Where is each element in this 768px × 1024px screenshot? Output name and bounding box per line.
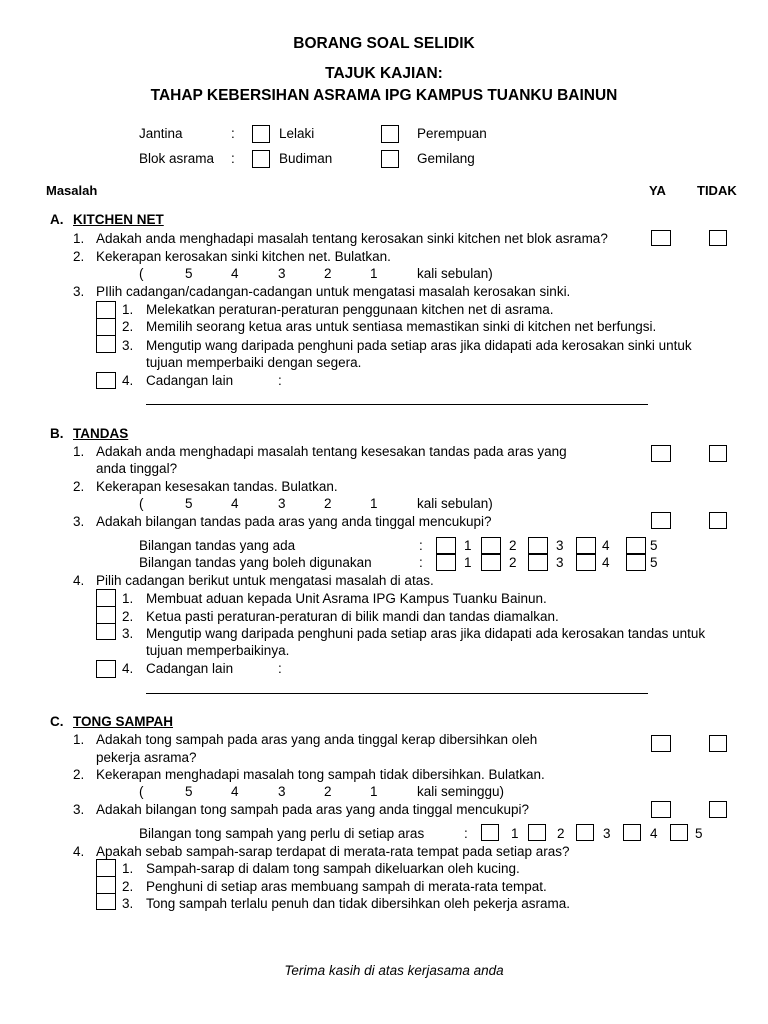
gender-label: Jantina xyxy=(139,126,183,141)
study-title: TAHAP KEBERSIHAN ASRAMA IPG KAMPUS TUANKU BAINUN xyxy=(150,87,618,104)
section-a-option1-number: 1. xyxy=(122,302,134,317)
section-a-scale-value[interactable]: 5 xyxy=(185,266,193,281)
section-a-option1-text: Melekatkan peraturan-peraturan penggunaan kitchen net di asrama. xyxy=(146,302,554,317)
section-b-count-value: 4 xyxy=(602,555,610,570)
section-c-q1-text-cont: pekerja asrama? xyxy=(96,750,197,765)
section-b-count-colon: : xyxy=(419,538,423,553)
section-b-option1-checkbox[interactable] xyxy=(96,589,116,607)
section-a-option3-text-cont: tujuan memperbaiki dengan segera. xyxy=(146,355,362,370)
section-a-scale-value[interactable]: 2 xyxy=(324,266,332,281)
section-b-scale-value[interactable]: 2 xyxy=(324,496,332,511)
block-label: Blok asrama xyxy=(139,151,215,166)
section-c-q1-no-checkbox[interactable] xyxy=(709,735,727,752)
section-b-usable-4-checkbox[interactable] xyxy=(576,554,596,571)
section-b-count-value: 5 xyxy=(650,555,658,570)
section-c-bins-2-checkbox[interactable] xyxy=(528,824,546,841)
section-a-q3-text: PIlih cadangan/cadangan-cadangan untuk mengatasi masalah kerosakan sinki. xyxy=(96,284,571,299)
section-a-option2-checkbox[interactable] xyxy=(96,318,116,336)
section-b-option3-text: Mengutip wang daripada penghuni pada setiap aras jika didapati ada kerosakan tandas untuk xyxy=(146,626,706,641)
section-b-option3-text-cont: tujuan memperbaikinya. xyxy=(146,643,290,658)
section-b-count-value: 2 xyxy=(509,555,517,570)
study-label: TAJUK KAJIAN: xyxy=(325,65,443,82)
section-c-option2-text: Penghuni di setiap aras membuang sampah di merata-rata tempat. xyxy=(146,879,547,894)
section-c-q4-text: Apakah sebab sampah-sarap terdapat di merata-rata tempat pada setiap aras? xyxy=(96,844,570,859)
section-c-count-label: Bilangan tong sampah yang perlu di setiap aras xyxy=(139,826,425,841)
section-c-bins-4-checkbox[interactable] xyxy=(623,824,641,841)
section-c-count-colon: : xyxy=(464,826,468,841)
section-b-q1-text: Adakah anda menghadapi masalah tentang kesesakan tandas pada aras yang xyxy=(96,444,567,459)
section-c-q1-number: 1. xyxy=(73,732,85,747)
section-c-q3-text: Adakah bilangan tong sampah pada aras yang anda tinggal mencukupi? xyxy=(96,802,530,817)
section-b-option1-number: 1. xyxy=(122,591,134,606)
section-b-title: TANDAS xyxy=(73,426,129,441)
section-a-option1-checkbox[interactable] xyxy=(96,301,116,319)
block-budiman-label: Budiman xyxy=(279,151,333,166)
section-c-scale-value[interactable]: 2 xyxy=(324,784,332,799)
section-b-q3-yes-checkbox[interactable] xyxy=(651,512,671,529)
section-b-q1-text-cont: anda tinggal? xyxy=(96,461,178,476)
section-a-q3-number: 3. xyxy=(73,284,85,299)
section-b-option2-text: Ketua pasti peraturan-peraturan di bilik mandi dan tandas diamalkan. xyxy=(146,609,559,624)
section-c-q3-yes-checkbox[interactable] xyxy=(651,801,671,818)
gender-male-label: Lelaki xyxy=(279,126,315,141)
section-b-q1-no-checkbox[interactable] xyxy=(709,445,727,462)
section-b-count-label: Bilangan tandas yang ada xyxy=(139,538,296,553)
block-budiman-checkbox[interactable] xyxy=(252,150,270,168)
section-b-count-value: 1 xyxy=(464,538,472,553)
section-a-other-answer-line[interactable] xyxy=(146,404,648,405)
section-c-q2-number: 2. xyxy=(73,767,85,782)
section-b-count-value: 3 xyxy=(556,555,564,570)
section-b-count-value: 2 xyxy=(509,538,517,553)
section-a-title: KITCHEN NET xyxy=(73,212,164,227)
block-gemilang-label: Gemilang xyxy=(417,151,475,166)
section-b-other-answer-line[interactable] xyxy=(146,693,648,694)
section-b-option2-number: 2. xyxy=(122,609,134,624)
gender-male-checkbox[interactable] xyxy=(252,125,270,143)
section-c-q4-number: 4. xyxy=(73,844,85,859)
section-c-bins-1-checkbox[interactable] xyxy=(481,824,499,841)
gender-female-checkbox[interactable] xyxy=(381,125,399,143)
section-c-scale-value[interactable]: 4 xyxy=(231,784,239,799)
section-a-q1-number: 1. xyxy=(73,231,85,246)
column-yes-header: YA xyxy=(649,183,666,198)
section-c-letter: C. xyxy=(50,714,64,729)
section-b-q4-number: 4. xyxy=(73,573,85,588)
section-b-usable-2-checkbox[interactable] xyxy=(481,554,501,571)
section-b-q2-number: 2. xyxy=(73,479,85,494)
section-b-q3-text: Adakah bilangan tandas pada aras yang anda tinggal mencukupi? xyxy=(96,514,492,529)
section-a-option3-text: Mengutip wang daripada penghuni pada setiap aras jika didapati ada kerosakan sinki untuk xyxy=(146,338,692,353)
section-c-bins-5-checkbox[interactable] xyxy=(670,824,688,841)
section-a-scale-value[interactable]: 4 xyxy=(231,266,239,281)
section-a-q2-text: Kekerapan kerosakan sinki kitchen net. Bulatkan. xyxy=(96,249,391,264)
section-c-option1-checkbox[interactable] xyxy=(96,859,116,877)
section-c-q3-number: 3. xyxy=(73,802,85,817)
section-b-scale-value[interactable]: 5 xyxy=(185,496,193,511)
section-b-option4-checkbox[interactable] xyxy=(96,660,116,678)
section-c-title: TONG SAMPAH xyxy=(73,714,174,729)
section-a-scale-suffix: kali sebulan) xyxy=(417,266,493,281)
section-a-scale-open: ( xyxy=(139,266,144,281)
section-c-q1-text: Adakah tong sampah pada aras yang anda tinggal kerap dibersihkan oleh xyxy=(96,732,538,747)
section-c-option1-text: Sampah-sarap di dalam tong sampah dikeluarkan oleh kucing. xyxy=(146,861,520,876)
footer-thanks: Terima kasih di atas kerjasama anda xyxy=(284,963,504,978)
section-c-count-value: 2 xyxy=(557,826,565,841)
section-c-option1-number: 1. xyxy=(122,861,134,876)
section-b-count-value: 5 xyxy=(650,538,658,553)
section-c-count-value: 4 xyxy=(650,826,658,841)
section-c-option2-checkbox[interactable] xyxy=(96,876,116,894)
section-b-q1-yes-checkbox[interactable] xyxy=(651,445,671,462)
section-b-scale-suffix: kali sebulan) xyxy=(417,496,493,511)
section-c-count-value: 5 xyxy=(695,826,703,841)
section-a-letter: A. xyxy=(50,212,64,227)
section-a-q1-text: Adakah anda menghadapi masalah tentang kerosakan sinki kitchen net blok asrama? xyxy=(96,231,608,246)
section-c-option3-number: 3. xyxy=(122,896,134,911)
section-a-option3-checkbox[interactable] xyxy=(96,335,116,353)
section-c-count-value: 3 xyxy=(603,826,611,841)
section-b-option4-text: Cadangan lain xyxy=(146,661,234,676)
section-b-scale-open: ( xyxy=(139,496,144,511)
section-b-available-4-checkbox[interactable] xyxy=(576,537,596,554)
gender-female-label: Perempuan xyxy=(417,126,487,141)
section-a-option3-number: 3. xyxy=(122,338,134,353)
section-c-option3-checkbox[interactable] xyxy=(96,893,116,910)
section-b-q2-text: Kekerapan kesesakan tandas. Bulatkan. xyxy=(96,479,338,494)
section-b-option2-checkbox[interactable] xyxy=(96,606,116,624)
form-title: BORANG SOAL SELIDIK xyxy=(293,35,475,52)
section-c-scale-value[interactable]: 1 xyxy=(370,784,378,799)
column-issue-header: Masalah xyxy=(46,183,98,198)
section-b-count-value: 3 xyxy=(556,538,564,553)
section-c-option3-text: Tong sampah terlalu penuh dan tidak dibersihkan oleh pekerja asrama. xyxy=(146,896,571,911)
section-b-option3-number: 3. xyxy=(122,626,134,641)
section-b-usable-3-checkbox[interactable] xyxy=(528,554,548,571)
column-no-header: TIDAK xyxy=(697,183,737,198)
section-b-q1-number: 1. xyxy=(73,444,85,459)
section-a-option4-text: Cadangan lain xyxy=(146,373,234,388)
section-a-q1-no-checkbox[interactable] xyxy=(709,230,727,246)
section-b-available-5-checkbox[interactable] xyxy=(626,537,646,554)
section-b-available-3-checkbox[interactable] xyxy=(528,537,548,554)
section-a-option4-colon: : xyxy=(278,373,282,388)
section-b-option4-number: 4. xyxy=(122,661,134,676)
section-b-scale-value[interactable]: 4 xyxy=(231,496,239,511)
section-b-q4-text: Pilih cadangan berikut untuk mengatasi masalah di atas. xyxy=(96,573,434,588)
section-a-scale-value[interactable]: 1 xyxy=(370,266,378,281)
section-b-scale-value[interactable]: 1 xyxy=(370,496,378,511)
section-b-count-colon: : xyxy=(419,555,423,570)
section-c-q1-yes-checkbox[interactable] xyxy=(651,735,671,752)
section-b-count-value: 1 xyxy=(464,555,472,570)
section-a-scale-value[interactable]: 3 xyxy=(278,266,286,281)
section-b-q3-number: 3. xyxy=(73,514,85,529)
section-a-option4-number: 4. xyxy=(122,373,134,388)
section-a-option2-number: 2. xyxy=(122,319,134,334)
section-b-available-1-checkbox[interactable] xyxy=(436,537,456,554)
section-b-option3-checkbox[interactable] xyxy=(96,623,116,640)
section-c-scale-value[interactable]: 3 xyxy=(278,784,286,799)
section-c-scale-open: ( xyxy=(139,784,144,799)
section-a-q2-number: 2. xyxy=(73,249,85,264)
block-colon: : xyxy=(231,151,235,166)
section-c-count-value: 1 xyxy=(511,826,519,841)
block-gemilang-checkbox[interactable] xyxy=(381,150,399,168)
section-b-usable-1-checkbox[interactable] xyxy=(436,554,456,571)
section-b-usable-5-checkbox[interactable] xyxy=(626,554,646,571)
section-c-scale-value[interactable]: 5 xyxy=(185,784,193,799)
section-b-letter: B. xyxy=(50,426,64,441)
section-c-q2-text: Kekerapan menghadapi masalah tong sampah tidak dibersihkan. Bulatkan. xyxy=(96,767,545,782)
gender-colon: : xyxy=(231,126,235,141)
section-b-scale-value[interactable]: 3 xyxy=(278,496,286,511)
section-b-count-label: Bilangan tandas yang boleh digunakan xyxy=(139,555,372,570)
section-b-available-2-checkbox[interactable] xyxy=(481,537,501,554)
section-b-q3-no-checkbox[interactable] xyxy=(709,512,727,529)
section-c-scale-suffix: kali seminggu) xyxy=(417,784,505,799)
section-a-q1-yes-checkbox[interactable] xyxy=(651,230,671,246)
section-b-option1-text: Membuat aduan kepada Unit Asrama IPG Kampus Tuanku Bainun. xyxy=(146,591,547,606)
section-b-option4-colon: : xyxy=(278,661,282,676)
section-c-bins-3-checkbox[interactable] xyxy=(576,824,594,841)
section-c-q3-no-checkbox[interactable] xyxy=(709,801,727,818)
section-c-option2-number: 2. xyxy=(122,879,134,894)
section-b-count-value: 4 xyxy=(602,538,610,553)
section-a-option4-checkbox[interactable] xyxy=(96,372,116,389)
section-a-option2-text: Memilih seorang ketua aras untuk sentiasa memastikan sinki di kitchen net berfungsi. xyxy=(146,319,657,334)
